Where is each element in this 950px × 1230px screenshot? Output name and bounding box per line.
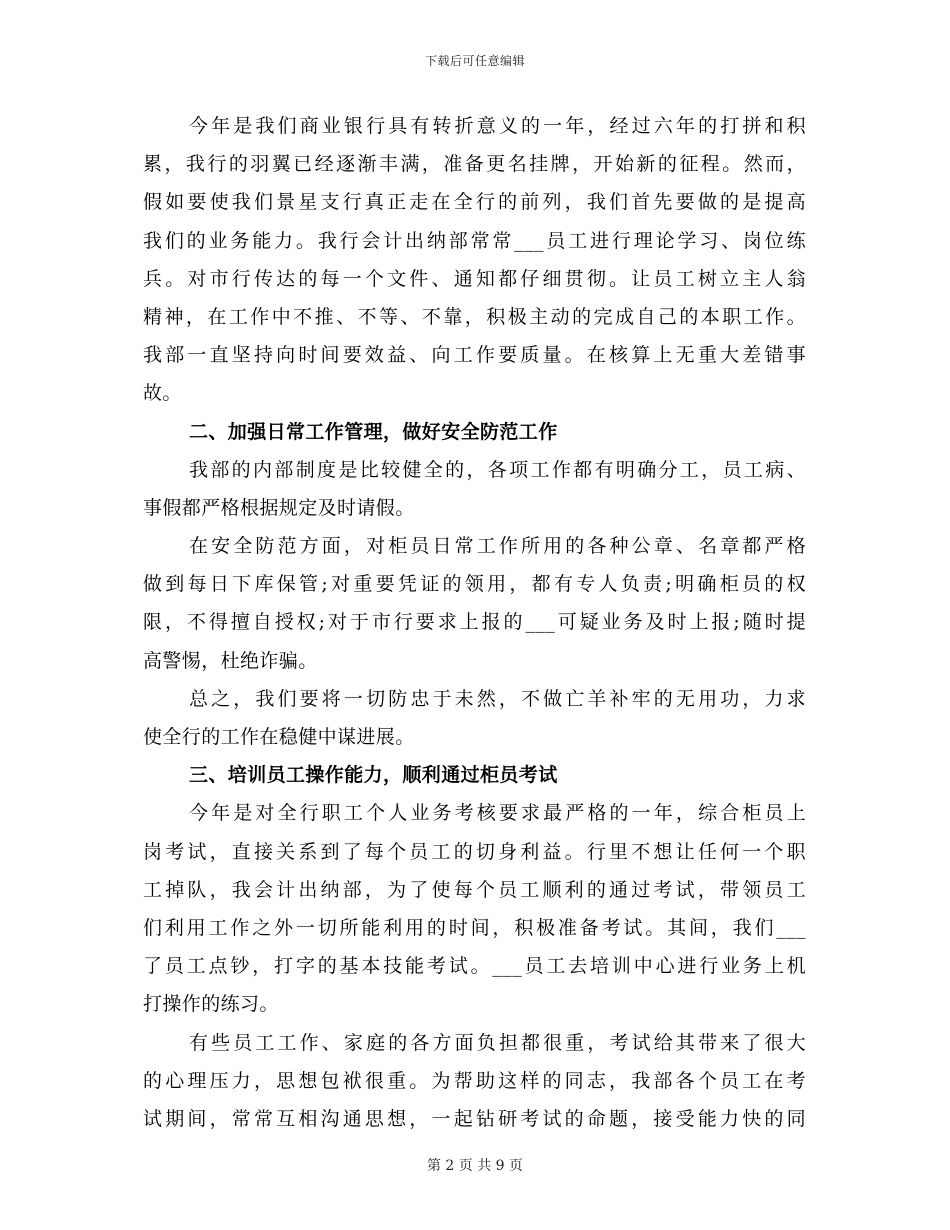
section-heading: 三、培训员工操作能力，顺利通过柜员考试 xyxy=(189,764,558,787)
body-text-line: 今年是对全行职工个人业务考核要求最严格的一年，综合柜员上 xyxy=(189,802,806,825)
body-text-line: 试期间，常常互相沟通思想，一起钻研考试的命题，接受能力快的同 xyxy=(143,1107,806,1130)
body-text-line: 我们的业务能力。我行会计出纳部常常___员工进行理论学习、岗位练 xyxy=(143,229,806,252)
document-body xyxy=(143,107,806,1138)
section-heading: 二、加强日常工作管理，做好安全防范工作 xyxy=(189,420,558,443)
page-header-note: 下载后可任意编辑 xyxy=(424,54,525,68)
body-text-line: 精神，在工作中不推、不等、不靠，积极主动的完成自己的本职工作。 xyxy=(143,305,806,328)
body-text-line: 打操作的练习。 xyxy=(143,993,279,1016)
body-text-line: 做到每日下库保管;对重要凭证的领用，都有专人负责;明确柜员的权 xyxy=(143,573,806,596)
body-text-line: 工掉队，我会计出纳部，为了使每个员工顺利的通过考试，带领员工 xyxy=(143,878,806,901)
body-text-line: 我部一直坚持向时间要效益、向工作要质量。在核算上无重大差错事 xyxy=(143,344,806,367)
body-text-line: 我部的内部制度是比较健全的，各项工作都有明确分工，员工病、 xyxy=(189,458,806,481)
body-text-line: 假如要使我们景星支行真正走在全行的前列，我们首先要做的是提高 xyxy=(143,191,806,214)
body-text-line: 累，我行的羽翼已经逐渐丰满，准备更名挂牌，开始新的征程。然而， xyxy=(143,153,806,176)
body-text-line: 使全行的工作在稳健中谋进展。 xyxy=(143,726,415,748)
body-text-line: 的心理压力，思想包袱很重。为帮助这样的同志，我部各个员工在考 xyxy=(143,1069,806,1092)
page-number-footer: 第 2 页 共 9 页 xyxy=(426,1158,524,1174)
body-text-line: 有些员工工作、家庭的各方面负担都很重，考试给其带来了很大 xyxy=(189,1031,806,1054)
body-text-line: 总之，我们要将一切防忠于未然，不做亡羊补牢的无用功，力求 xyxy=(189,687,806,710)
body-text-line: 兵。对市行传达的每一个文件、通知都仔细贯彻。让员工树立主人翁 xyxy=(143,267,806,290)
body-text-line: 事假都严格根据规定及时请假。 xyxy=(143,496,415,519)
body-text-line: 了员工点钞，打字的基本技能考试。___员工去培训中心进行业务上机 xyxy=(143,955,806,978)
body-text-line: 在安全防范方面，对柜员日常工作所用的各种公章、名章都严格 xyxy=(189,535,806,558)
body-text-line: 故。 xyxy=(143,382,182,405)
body-text-line: 们利用工作之外一切所能利用的时间，积极准备考试。其间，我们___ xyxy=(143,916,806,939)
body-text-line: 高警惕，杜绝诈骗。 xyxy=(143,649,318,672)
body-text-line: 今年是我们商业银行具有转折意义的一年，经过六年的打拼和积 xyxy=(189,115,806,137)
body-text-line: 限，不得擅自授权;对于市行要求上报的___可疑业务及时上报;随时提 xyxy=(143,611,806,634)
body-text-line: 岗考试，直接关系到了每个员工的切身利益。行里不想让任何一个职 xyxy=(143,840,806,863)
